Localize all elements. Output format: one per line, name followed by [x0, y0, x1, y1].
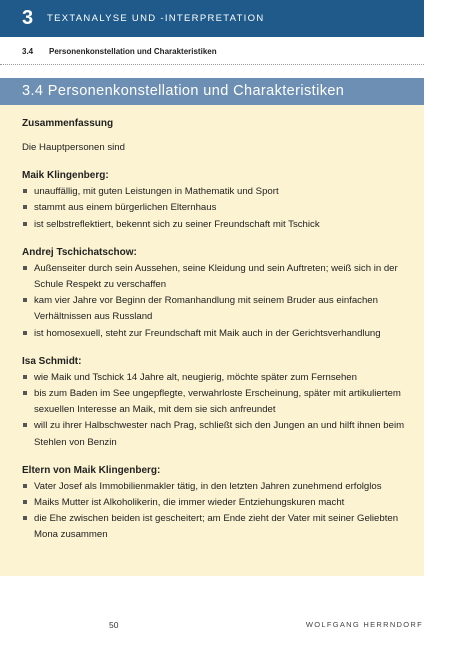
- list-item: [22, 326, 420, 342]
- person-bullets: [22, 184, 420, 233]
- author-name: WOLFGANG HERRNDORF: [305, 620, 423, 629]
- square-bullet-icon: [23, 423, 27, 427]
- list-item-text: die Ehe zwischen beiden ist gescheitert; am Ende zieht der Vater mit seiner Geliebten Mona zusammen: [34, 513, 399, 541]
- summary-heading: Zusammenfassung: [22, 118, 114, 129]
- list-item: [22, 418, 420, 450]
- square-bullet-icon: [23, 391, 27, 395]
- list-item: [22, 293, 420, 325]
- summary-content: [22, 116, 420, 544]
- chapter-number: 3: [22, 7, 34, 29]
- square-bullet-icon: [23, 222, 27, 226]
- person-bullets: [22, 479, 420, 544]
- section-breadcrumb: [22, 47, 217, 56]
- summary-intro: Die Hauptpersonen sind: [22, 142, 125, 153]
- summary-box: [0, 78, 424, 576]
- person-name: Isa Schmidt:: [22, 355, 82, 367]
- square-bullet-icon: [23, 189, 27, 193]
- summary-box-title: 3.4 Personenkonstellation und Charakteristiken: [22, 83, 345, 99]
- list-item-text: ist selbstreflektiert, bekennt sich zu seiner Freundschaft mit Tschick: [34, 218, 320, 230]
- square-bullet-icon: [23, 484, 27, 488]
- list-item: [22, 511, 420, 543]
- list-item: [22, 370, 420, 386]
- summary-box-header: [0, 78, 424, 105]
- chapter-title: TEXTANALYSE UND -INTERPRETATION: [47, 13, 265, 24]
- square-bullet-icon: [23, 298, 27, 302]
- section-number: 3.4: [22, 47, 34, 56]
- list-item: [22, 386, 420, 418]
- person-name: Maik Klingenberg:: [22, 170, 109, 182]
- list-item-text: ist homosexuell, steht zur Freundschaft mit Maik auch in der Gerichtsverhandlung: [34, 327, 381, 339]
- chapter-bar: [0, 0, 424, 37]
- list-item: [22, 200, 420, 216]
- square-bullet-icon: [23, 375, 27, 379]
- person-name: Eltern von Maik Klingenberg:: [22, 464, 161, 476]
- person-section-tschick: [22, 245, 420, 342]
- person-section-parents: [22, 463, 420, 544]
- list-item-text: will zu ihrer Halbschwester nach Prag, schließt sich den Jungen an und hilft ihnen beim Stehlen von Benzin: [34, 420, 405, 448]
- square-bullet-icon: [23, 516, 27, 520]
- list-item: [22, 261, 420, 293]
- list-item-text: kam vier Jahre vor Beginn der Romanhandlung mit seinem Bruder aus einfachen Verhältnissen aus Russland: [34, 295, 378, 323]
- list-item-text: Maiks Mutter ist Alkoholikerin, die immer wieder Entziehungskuren macht: [34, 497, 345, 509]
- list-item-text: bis zum Baden im See ungepflegte, verwahrloste Erscheinung, später mit artikuliertem sexuellen Interesse an Maik, mit dem sie sich anfreundet: [34, 388, 401, 416]
- list-item-text: Vater Josef als Immobilienmakler tätig, in den letzten Jahren zunehmend erfolglos: [34, 480, 382, 492]
- person-section-isa: [22, 354, 420, 451]
- list-item: [22, 479, 420, 495]
- list-item-text: stammt aus einem bürgerlichen Elternhaus: [34, 202, 217, 214]
- person-name: Andrej Tschichatschow:: [22, 246, 137, 258]
- list-item-text: unauffällig, mit guten Leistungen in Mathematik und Sport: [34, 186, 279, 198]
- person-bullets: [22, 261, 420, 342]
- person-bullets: [22, 370, 420, 451]
- list-item-text: Außenseiter durch sein Aussehen, seine Kleidung und sein Auftreten; weiß sich in der Schule Respekt zu verschaffen: [34, 262, 398, 291]
- section-title: Personenkonstellation und Charakteristiken: [49, 47, 217, 56]
- square-bullet-icon: [23, 205, 27, 209]
- list-item-text: wie Maik und Tschick 14 Jahre alt, neugierig, möchte später zum Fernsehen: [34, 371, 357, 383]
- square-bullet-icon: [23, 500, 27, 504]
- list-item: [22, 217, 420, 233]
- page-number: 50: [109, 620, 119, 630]
- list-item: [22, 184, 420, 200]
- square-bullet-icon: [23, 331, 27, 335]
- divider: [0, 64, 424, 65]
- square-bullet-icon: [23, 266, 27, 270]
- person-section-maik: [22, 168, 420, 233]
- list-item: [22, 495, 420, 511]
